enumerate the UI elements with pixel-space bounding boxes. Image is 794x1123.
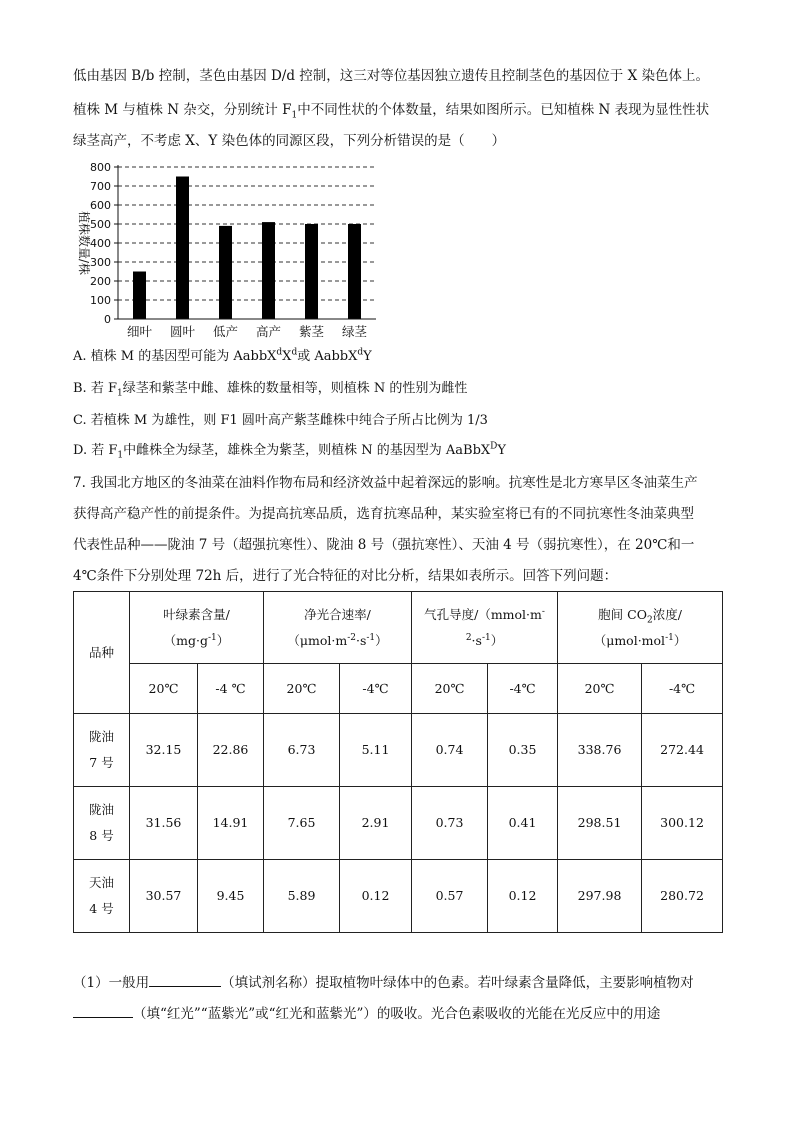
intro-line-3: 绿茎高产，不考虑 X、Y 染色体的同源区段，下列分析错误的是（ ） [73,133,506,149]
option-d-post: Y [497,443,506,458]
bar [176,177,189,320]
option-d-sub: 1 [117,450,124,461]
option-a [73,347,372,367]
chart-grid [118,167,376,300]
bar [219,226,232,319]
header-gs-2a: 2 [465,632,472,643]
option-a-mid2: 或 AabbX [297,349,358,364]
q7-1-prefix: （1）一般用 [73,975,150,991]
intro-line-2-b: 中不同性状的个体数量，结果如图所示。已知植株 N 表现为显性性状 [297,102,710,118]
bar [133,272,146,320]
value-cell: 5.11 [340,714,412,787]
temp-cell: 20℃ [264,664,340,714]
option-b-post: 绿茎和紫茎中雌、雄株的数量相等，则植株 N 的性别为雌性 [122,381,468,396]
value-cell: 2.91 [340,787,412,860]
photosynthesis-table [73,591,723,933]
variety-number: 7 号 [89,755,114,770]
header-gs-line1 [414,602,555,628]
header-gs-sup1: - [541,606,545,617]
value-cell: 30.57 [130,860,198,933]
option-a-mid1: X [282,349,292,364]
variety-name: 天油 [88,875,114,890]
chart-bars [133,177,361,320]
table-row [74,787,723,860]
header-ci-close: ） [673,632,687,648]
header-chlorophyll-close: ） [216,632,230,648]
header-pn-line1: 净光合速率/ [304,606,371,622]
temp-cell: -4 ℃ [198,664,264,714]
option-a-pre: A. 植株 M 的基因型可能为 AabbX [73,349,277,364]
variety-number: 8 号 [89,828,114,843]
y-tick-label: 0 [104,313,111,326]
q7-line-2: 获得高产稳产性的前提条件。为提高抗寒品质，选育抗寒品种，某实验室将已有的不同抗寒性冬油菜典型 [73,506,694,522]
option-b [73,379,467,399]
header-chlorophyll-line1: 叶绿素含量/ [163,606,230,622]
value-cell: 32.15 [130,714,198,787]
intro-line-1: 低由基因 B/b 控制，茎色由基因 D/d 控制，这三对等位基因独立遗传且控制茎色的基因位于 X 染色体上。 [73,68,709,84]
q7-line-3: 代表性品种——陇油 7 号（超强抗寒性）、陇油 8 号（强抗寒性）、天油 4 号（弱抗寒性），在 20℃和一 [73,537,695,553]
variety-name: 陇油 [88,729,114,744]
header-pn-close: ） [375,632,388,648]
option-a-post: Y [363,349,372,364]
header-gs-line2 [414,628,555,654]
y-tick-label: 200 [90,275,111,288]
value-cell: 14.91 [198,787,264,860]
x-tick-label: 低产 [212,324,239,339]
header-gs-2b: ·s [471,632,482,648]
temp-cell: 20℃ [130,664,198,714]
answer-blank-1[interactable] [149,972,221,987]
value-cell: 0.35 [488,714,558,787]
y-tick-label: 100 [90,294,111,307]
header-intercellular-co2 [558,592,723,664]
header-stomatal-conductance [412,592,558,664]
header-ci-1a: 胞间 CO [598,606,647,622]
value-cell: 272.44 [642,714,723,787]
value-cell: 0.57 [412,860,488,933]
header-ci-line1 [560,602,720,628]
header-gs-sup2: -1 [481,632,491,643]
value-cell: 298.51 [558,787,642,860]
q7-1-text: （填试剂名称）提取植物叶绿体中的色素。若叶绿素含量降低，主要影响植物对 [221,975,694,991]
y-tick-label: 400 [90,237,111,250]
x-tick-label: 圆叶 [169,324,196,339]
header-pn-unit: （μmol·m [287,632,348,648]
option-d-mid: 中雌株全为绿茎，雄株全为紫茎，则植株 N 的基因型为 AaBbX [123,443,491,458]
option-a-sup3: d [357,347,364,358]
y-axis-ticks [90,161,118,326]
value-cell: 0.73 [412,787,488,860]
value-cell: 0.12 [488,860,558,933]
temp-cell: -4℃ [488,664,558,714]
option-a-sup1: d [276,347,283,358]
q7-line-4: 4℃条件下分别处理 72h 后，进行了光合特征的对比分析，结果如表所示。回答下列问题： [73,568,618,584]
temp-cell: 20℃ [558,664,642,714]
temp-cell: -4℃ [340,664,412,714]
intro-line-2-sub: 1 [291,110,298,121]
value-cell: 280.72 [642,860,723,933]
x-tick-label: 绿茎 [341,324,368,339]
q7-1-line-1 [73,972,694,993]
value-cell: 9.45 [198,860,264,933]
bar-chart [60,155,390,340]
header-ci-unit: （μmol·mol [593,632,666,648]
header-variety: 品种 [74,592,130,714]
header-chlorophyll-line2 [132,628,261,654]
option-c: C. 若植株 M 为雄性，则 F1 圆叶高产紫茎雌株中纯合子所占比例为 1/3 [73,413,488,428]
x-tick-label: 紫茎 [298,324,325,339]
value-cell: 300.12 [642,787,723,860]
header-chlorophyll [130,592,264,664]
option-d-pre: D. 若 F [73,443,118,458]
header-ci-line2 [560,628,720,654]
bar [305,224,318,319]
y-tick-label: 500 [90,218,111,231]
header-gs-close: ） [490,632,504,648]
x-tick-label: 细叶 [126,324,153,339]
table-header-row [74,592,723,664]
option-b-pre: B. 若 F [73,381,117,396]
value-cell: 31.56 [130,787,198,860]
value-cell: 5.89 [264,860,340,933]
q7-1-line-2-text: （填“红光”“蓝紫光”或“红光和蓝紫光”）的吸收。光合色素吸收的光能在光反应中的用途 [133,1006,661,1022]
header-pn-line2 [266,628,409,654]
y-tick-label: 300 [90,256,111,269]
header-chlorophyll-unit: （mg·g [163,632,209,648]
q7-1-line-2 [73,1003,660,1024]
option-b-sub: 1 [116,388,123,399]
header-chlorophyll-unit-sup: -1 [208,632,217,643]
temp-cell: -4℃ [642,664,723,714]
value-cell: 0.41 [488,787,558,860]
value-cell: 7.65 [264,787,340,860]
header-gs-text: 气孔导度/（mmol·m [424,606,542,622]
variety-name: 陇油 [88,802,114,817]
value-cell: 338.76 [558,714,642,787]
option-d-sup: D [490,441,498,452]
y-axis-label: 植株数量/株 [77,210,91,276]
y-tick-label: 700 [90,180,111,193]
table-temp-row [74,664,723,714]
header-pn-mid: ·s [355,632,367,648]
value-cell: 0.74 [412,714,488,787]
header-pn-sup2: -1 [366,632,376,643]
variety-cell [74,860,130,933]
x-tick-label: 高产 [255,324,282,339]
variety-number: 4 号 [89,901,114,916]
header-ci-sup: -1 [665,632,674,643]
value-cell: 0.12 [340,860,412,933]
temp-cell: 20℃ [412,664,488,714]
table-row [74,860,723,933]
bar [348,224,361,319]
option-a-sup2: d [291,347,298,358]
answer-blank-2[interactable] [73,1003,133,1018]
intro-line-2-a: 植株 M 与植株 N 杂交，分别统计 F [73,102,292,118]
header-net-photosynthesis [264,592,412,664]
bar [262,222,275,319]
header-pn-sup1: -2 [347,632,356,643]
table-row [74,714,723,787]
value-cell: 297.98 [558,860,642,933]
variety-cell [74,714,130,787]
q7-line-1: 7. 我国北方地区的冬油菜在油料作物布局和经济效益中起着深远的影响。抗寒性是北方寒旱区冬油菜生产 [73,475,698,491]
value-cell: 6.73 [264,714,340,787]
header-ci-sub: 2 [646,615,653,625]
x-axis-labels [127,324,369,339]
value-cell: 22.86 [198,714,264,787]
option-d [73,441,506,461]
y-tick-label: 600 [90,199,111,212]
variety-cell [74,787,130,860]
y-tick-label: 800 [90,161,111,174]
header-ci-1b: 浓度/ [652,606,682,622]
intro-line-2 [73,100,709,120]
